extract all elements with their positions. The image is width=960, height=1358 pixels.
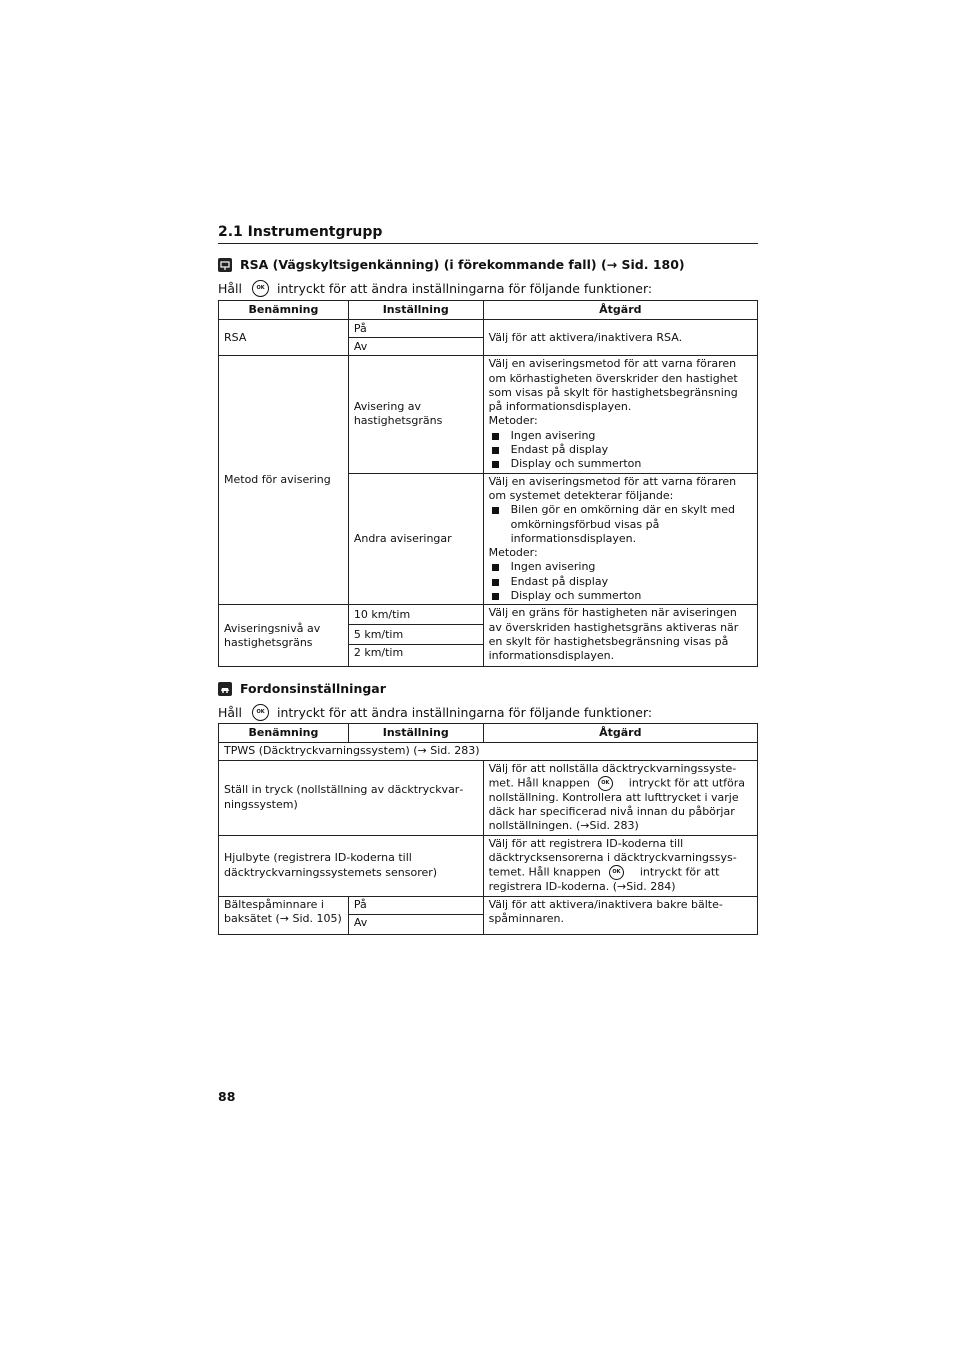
table-header-row (219, 301, 758, 320)
tpws-row: TPWS (Däcktryckvarningssystem) (→ Sid. 283) (219, 743, 758, 760)
row-name: Aviseringsnivå av hastighetsgräns (219, 605, 349, 667)
vehicle-title: Fordonsinställningar (240, 681, 386, 696)
bullet-item: Endast på display (489, 575, 752, 589)
intro-suffix: intryckt för att ändra inställningarna för följande funktioner: (277, 281, 653, 296)
rsa-intro (218, 280, 652, 297)
column-header: Benämning (219, 724, 349, 743)
vehicle-table (218, 723, 758, 935)
row-name: Bältespåminnare i baksätet (→ Sid. 105) (219, 896, 349, 934)
methods-label: Metoder: (488, 414, 538, 428)
table-row (219, 605, 758, 625)
setting-value: Avisering av hastighetsgräns (348, 356, 483, 473)
page-number: 88 (218, 1089, 236, 1104)
section-heading: 2.1 Instrumentgrupp (218, 224, 758, 244)
row-name: Hjulbyte (registrera ID-koderna till däcktryckvarningssystemets sensorer) (219, 835, 484, 896)
table-header-row (219, 724, 758, 743)
column-header: Åtgärd (483, 301, 757, 320)
bullet-item: Bilen gör en omkörning där en skylt med omkörningsförbud visas på informationsdisplayen. (489, 503, 752, 546)
setting-value: Andra aviseringar (348, 473, 483, 605)
ok-button-icon: OK (609, 865, 624, 880)
intro-suffix: intryckt för att ändra inställningarna för följande funktioner: (277, 705, 653, 720)
row-action: Välj för att aktivera/inaktivera bakre bältespåminnaren. (483, 896, 757, 934)
setting-value: Av (348, 338, 483, 356)
rsa-table (218, 300, 758, 667)
table-row (219, 835, 758, 896)
row-action: Välj för att aktivera/inaktivera RSA. (483, 320, 757, 356)
intro-prefix: Håll (218, 281, 243, 296)
car-settings-icon (218, 682, 232, 696)
row-action: Välj för att nollställa däcktryckvarningssystemet. Håll knappen OK intryckt för att utföra nollställning. Kontrollera att lufttrycket i varje däck har specificerad nivå innan du påbörjar nollställningen. (→Sid. 283) (483, 760, 757, 835)
setting-value: Av (348, 914, 483, 934)
row-action (483, 356, 757, 473)
bullet-item: Endast på display (489, 443, 752, 457)
ok-button-icon: OK (252, 704, 269, 721)
methods-label: Metoder: (488, 546, 538, 560)
table-row (219, 320, 758, 338)
action-text: Välj en aviseringsmetod för att varna föraren om körhastigheten överskrider den hastighet som visas på skylt för hastighetsbegränsning på informationsdisplayen. (488, 357, 738, 414)
vehicle-heading (218, 681, 386, 696)
bullet-item: Display och summerton (489, 589, 752, 603)
column-header: Åtgärd (483, 724, 757, 743)
table-row (219, 743, 758, 760)
setting-value: På (348, 320, 483, 338)
column-header: Inställning (348, 301, 483, 320)
rsa-heading (218, 257, 685, 272)
column-header: Benämning (219, 301, 349, 320)
column-header: Inställning (348, 724, 483, 743)
bullet-item: Ingen avisering (489, 429, 752, 443)
setting-value: På (348, 896, 483, 914)
row-action (483, 473, 757, 605)
table-row (219, 896, 758, 914)
ok-button-icon: OK (598, 776, 613, 791)
bullet-item: Display och summerton (489, 457, 752, 471)
row-name: Ställ in tryck (nollställning av däcktryckvarningssystem) (219, 760, 484, 835)
action-text: Välj en aviseringsmetod för att varna föraren om systemet detekterar följande: (488, 474, 737, 502)
setting-value: 2 km/tim (348, 645, 483, 667)
row-action: Välj en gräns för hastigheten när aviseringen av överskriden hastighetsgräns aktiveras när en skylt för hastighetsbegränsning visas på informationsdisplayen. (483, 605, 757, 667)
row-name: RSA (219, 320, 349, 356)
vehicle-intro (218, 704, 652, 721)
bullet-item: Ingen avisering (489, 560, 752, 574)
row-name: Metod för avisering (219, 356, 349, 605)
rsa-title: RSA (Vägskyltsigenkänning) (i förekommande fall) (→ Sid. 180) (240, 257, 685, 272)
traffic-sign-icon (218, 258, 232, 272)
table-row (219, 356, 758, 473)
setting-value: 5 km/tim (348, 625, 483, 645)
row-action: Välj för att registrera ID-koderna till däcktrycksensorerna i däcktryckvarningssystemet. Håll knappen OK intryckt för att registrera ID-koderna. (→Sid. 284) (483, 835, 757, 896)
ok-button-icon: OK (252, 280, 269, 297)
table-row (219, 760, 758, 835)
intro-prefix: Håll (218, 705, 243, 720)
setting-value: 10 km/tim (348, 605, 483, 625)
